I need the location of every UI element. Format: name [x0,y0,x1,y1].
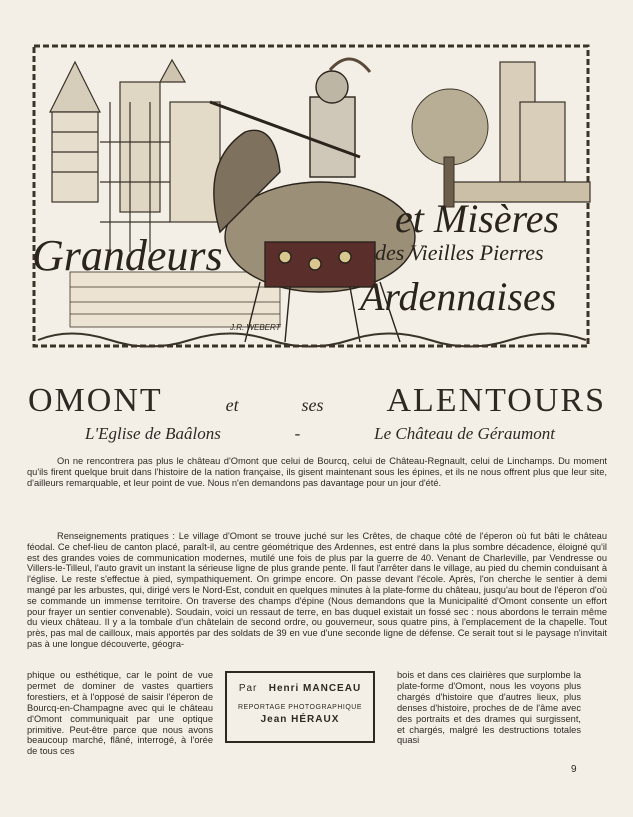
byline-reportage: REPORTAGE PHOTOGRAPHIQUE [237,704,363,711]
byline-author: Henri MANCEAU [268,683,362,694]
byline-par: Par [238,683,258,694]
title-ses: ses [301,395,324,415]
title-alentours: ALENTOURS [386,382,606,419]
byline-box [225,671,375,743]
paragraph-intro: On ne rencontrera pas plus le château d'Omont que celui de Bourcq, celui de Château-Regnault, celui de Linchamps. Du moment qu'ils firent quelque bruit dans l'histoire de la nation française, ils gisent maintenant sous les épines, et ils ne nous offrent plus que leur site, d'ailleurs remarquable, et leur point de vue. Nous n'en demandons pas davantage pour un jour d'été. [27,456,607,488]
column-right: bois et dans ces clairières que surplombe la plate-forme d'Omont, nous les voyons plus chargés d'histoire que d'autres lieux, plus denses d'histoire, proches de de l'âme avec des portraits et des drames qui surgissent, et chargés, malgré les destructions totales quasi [397,670,581,746]
header-illustration [30,42,592,350]
paragraph-renseignements: Renseignements pratiques : Le village d'Omont se trouve juché sur les Crêtes, de chaque côté de l'éperon où fut bâti le château féodal. Ce chef-lieu de canton placé, paraît-il, au centre géométrique des Ardennes, est entré dans la plus sombre décadence, éloigné qu'il est des grandes voies de communication modernes, mutilé une fois de plus par la guerre de 40. Venant de Charleville, par Vendresse ou Villers-le-Tilleul, l'auto gravit un instant la sérieuse ligne de plus grande pente. Il faut l'arrêter dans le village, au pied du chemin conduisant à l'église. Le reste s'effectue à pied, sympathiquement. On grimpe encore. On passe devant l'école. Après, l'on cherche le sentier à demi mangé par les arbustes, qui, dirigé vers le Nord-Est, conduit en quelques minutes à la plate-forme du château, jusqu'au bout de l'éperon d'où se commande un immense territoire. On traverse des champs d'épine (Nous demandons que la Municipalité d'Omont consente un effort pour frayer un sentier convenable). Soudain, voici un ressaut de terre, en bas duquel existait un fossé sec : nous abordons le terrain même du vieux château. Il y a la tombale d'un châtelain de second ordre, ou gouverneur, sous quatre pins, à l'emplacement de la chapelle. Tout près, pas mal de cailloux, mais apportés par des soldats de 39 en vue d'une seconde ligne de défense. Ce serait tout si le paysage n'invitait pas à une longue découverte, géogra- [27,531,607,649]
illus-signature: J.R. WEBERT [230,323,281,332]
title-et: et [225,395,239,415]
subtitle-dash: - [294,424,301,443]
byline-photographer: Jean HÉRAUX [260,714,340,725]
page-number: 9 [571,764,577,775]
subtitle-right: Le Château de Géraumont [374,424,555,443]
article-subtitle [85,424,555,444]
jousting-knight-illustration [30,42,592,350]
title-omont: OMONT [28,382,163,419]
illus-title-line4: Ardennaises [360,274,557,319]
illus-title-line2: Grandeurs [32,231,223,280]
illus-title-line1: et Misères [395,196,560,241]
article-title [28,382,606,420]
illus-title-line3: des Vieilles Pierres [375,240,544,265]
column-left: phique ou esthétique, car le point de vue permet de dominer de vastes quartiers forestiers, et à l'opposé de saisir l'éperon de Bourcq-en-Champagne avec qui le château d'Omont communiquait par une optique primitive. Peut-être parce que nous avons beaucoup marché, flâné, interrogé, à l'orée de tous ces [27,670,213,757]
byline-author-line [227,683,373,694]
subtitle-left: L'Eglise de Baâlons [85,424,221,443]
